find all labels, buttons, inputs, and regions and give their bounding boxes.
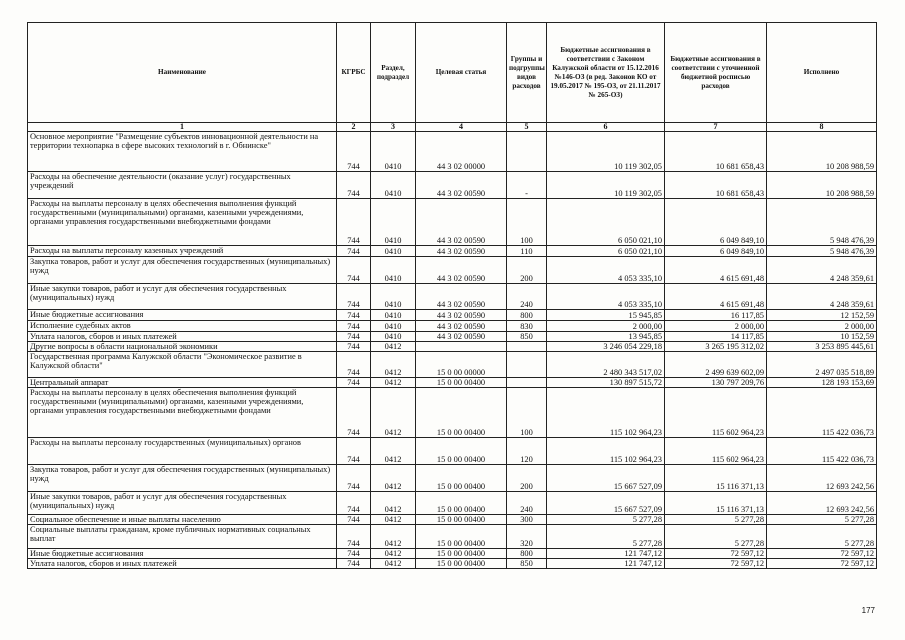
row-target-article: 44 3 02 00590 bbox=[416, 257, 507, 284]
row-budget-rospis-value: 2 499 639 602,09 bbox=[665, 352, 767, 378]
row-target-article: 44 3 02 00000 bbox=[416, 132, 507, 172]
row-ktrbs: 744 bbox=[337, 257, 371, 284]
row-ktrbs: 744 bbox=[337, 352, 371, 378]
column-number: 4 bbox=[416, 123, 507, 132]
table-row bbox=[28, 342, 877, 352]
header-celevaya: Целевая статья bbox=[416, 23, 507, 123]
column-number: 3 bbox=[371, 123, 416, 132]
table-row bbox=[28, 310, 877, 321]
row-expense-type: 300 bbox=[507, 515, 547, 525]
row-razdel: 0410 bbox=[371, 246, 416, 257]
row-executed-value: 115 422 036,73 bbox=[767, 388, 877, 438]
row-expense-type bbox=[507, 378, 547, 388]
row-executed-value: 5 948 476,39 bbox=[767, 199, 877, 246]
column-number: 1 bbox=[28, 123, 337, 132]
row-budget-law-value: 10 119 302,05 bbox=[547, 132, 665, 172]
row-name: Иные закупки товаров, работ и услуг для обеспечения государственных (муниципальных) нужд bbox=[28, 284, 337, 310]
row-target-article: 44 3 02 00590 bbox=[416, 284, 507, 310]
row-ktrbs: 744 bbox=[337, 310, 371, 321]
page-number: 177 bbox=[861, 606, 875, 615]
row-razdel: 0410 bbox=[371, 257, 416, 284]
row-budget-rospis-value: 14 117,85 bbox=[665, 332, 767, 342]
row-budget-rospis-value: 5 277,28 bbox=[665, 515, 767, 525]
row-budget-rospis-value: 10 681 658,43 bbox=[665, 132, 767, 172]
row-executed-value: 4 248 359,61 bbox=[767, 257, 877, 284]
row-name: Другие вопросы в области национальной экономики bbox=[28, 342, 337, 352]
row-razdel: 0412 bbox=[371, 525, 416, 549]
row-name: Закупка товаров, работ и услуг для обеспечения государственных (муниципальных) нужд bbox=[28, 465, 337, 492]
row-budget-law-value: 2 000,00 bbox=[547, 321, 665, 332]
header-budget-law: Бюджетные ассигнования в соответствии с Законом Калужской области от 15.12.2016 №146-ОЗ (в ред. Законов КО от 19.05.2017 № 195-ОЗ, от 21.11.2017 № 265-ОЗ) bbox=[547, 23, 665, 123]
row-executed-value: 10 208 988,59 bbox=[767, 172, 877, 199]
row-budget-rospis-value: 6 049 849,10 bbox=[665, 246, 767, 257]
row-razdel: 0410 bbox=[371, 321, 416, 332]
column-numbers-row bbox=[28, 123, 877, 132]
row-ktrbs: 744 bbox=[337, 199, 371, 246]
row-name: Иные закупки товаров, работ и услуг для обеспечения государственных (муниципальных) нужд bbox=[28, 492, 337, 515]
row-name: Центральный аппарат bbox=[28, 378, 337, 388]
row-ktrbs: 744 bbox=[337, 132, 371, 172]
row-razdel: 0412 bbox=[371, 549, 416, 559]
row-executed-value: 72 597,12 bbox=[767, 549, 877, 559]
row-expense-type: - bbox=[507, 172, 547, 199]
row-executed-value: 5 277,28 bbox=[767, 515, 877, 525]
row-budget-law-value: 3 246 054 229,18 bbox=[547, 342, 665, 352]
row-target-article: 15 0 00 00400 bbox=[416, 438, 507, 465]
row-target-article: 15 0 00 00400 bbox=[416, 492, 507, 515]
row-budget-rospis-value: 72 597,12 bbox=[665, 549, 767, 559]
header-name: Наименование bbox=[28, 23, 337, 123]
row-razdel: 0410 bbox=[371, 172, 416, 199]
row-name: Уплата налогов, сборов и иных платежей bbox=[28, 559, 337, 569]
row-expense-type: 830 bbox=[507, 321, 547, 332]
row-ktrbs: 744 bbox=[337, 438, 371, 465]
row-ktrbs: 744 bbox=[337, 246, 371, 257]
table-row bbox=[28, 525, 877, 549]
row-razdel: 0412 bbox=[371, 438, 416, 465]
row-name: Расходы на обеспечение деятельности (оказание услуг) государственных учреждений bbox=[28, 172, 337, 199]
header-ispolneno: Исполнено bbox=[767, 23, 877, 123]
row-ktrbs: 744 bbox=[337, 515, 371, 525]
row-name: Исполнение судебных актов bbox=[28, 321, 337, 332]
table-row bbox=[28, 332, 877, 342]
row-razdel: 0412 bbox=[371, 388, 416, 438]
row-executed-value: 115 422 036,73 bbox=[767, 438, 877, 465]
row-name: Иные бюджетные ассигнования bbox=[28, 549, 337, 559]
table-row bbox=[28, 257, 877, 284]
table-row bbox=[28, 284, 877, 310]
row-target-article: 44 3 02 00590 bbox=[416, 199, 507, 246]
row-razdel: 0412 bbox=[371, 465, 416, 492]
column-number: 5 bbox=[507, 123, 547, 132]
row-name: Уплата налогов, сборов и иных платежей bbox=[28, 332, 337, 342]
row-name: Социальное обеспечение и иные выплаты населению bbox=[28, 515, 337, 525]
row-budget-rospis-value: 130 797 209,76 bbox=[665, 378, 767, 388]
table-row bbox=[28, 438, 877, 465]
row-name: Расходы на выплаты персоналу в целях обеспечения выполнения функций государственными (муниципальными) органами, казенными учреждениями, органами управления государственными внебюджетными фондами bbox=[28, 388, 337, 438]
column-number: 6 bbox=[547, 123, 665, 132]
row-budget-law-value: 13 945,85 bbox=[547, 332, 665, 342]
row-budget-law-value: 6 050 021,10 bbox=[547, 246, 665, 257]
table-row bbox=[28, 388, 877, 438]
row-target-article: 15 0 00 00400 bbox=[416, 378, 507, 388]
row-expense-type: 800 bbox=[507, 310, 547, 321]
table-row bbox=[28, 352, 877, 378]
table-row bbox=[28, 132, 877, 172]
table-row bbox=[28, 378, 877, 388]
row-budget-rospis-value: 2 000,00 bbox=[665, 321, 767, 332]
row-ktrbs: 744 bbox=[337, 525, 371, 549]
row-name: Закупка товаров, работ и услуг для обеспечения государственных (муниципальных) нужд bbox=[28, 257, 337, 284]
row-executed-value: 5 277,28 bbox=[767, 525, 877, 549]
row-executed-value: 2 497 035 518,89 bbox=[767, 352, 877, 378]
row-expense-type: 240 bbox=[507, 492, 547, 515]
row-razdel: 0410 bbox=[371, 284, 416, 310]
row-target-article: 15 0 00 00400 bbox=[416, 559, 507, 569]
row-expense-type: 100 bbox=[507, 388, 547, 438]
row-budget-rospis-value: 115 602 964,23 bbox=[665, 388, 767, 438]
row-budget-law-value: 4 053 335,10 bbox=[547, 284, 665, 310]
row-name: Государственная программа Калужской области "Экономическое развитие в Калужской области" bbox=[28, 352, 337, 378]
table-row bbox=[28, 549, 877, 559]
row-budget-rospis-value: 6 049 849,10 bbox=[665, 199, 767, 246]
row-executed-value: 128 193 153,69 bbox=[767, 378, 877, 388]
budget-table bbox=[27, 22, 877, 569]
row-executed-value: 4 248 359,61 bbox=[767, 284, 877, 310]
row-target-article bbox=[416, 342, 507, 352]
row-target-article: 15 0 00 00400 bbox=[416, 515, 507, 525]
row-budget-law-value: 2 480 343 517,02 bbox=[547, 352, 665, 378]
header-ktrbs: КГРБС bbox=[337, 23, 371, 123]
row-ktrbs: 744 bbox=[337, 284, 371, 310]
row-razdel: 0412 bbox=[371, 352, 416, 378]
table-row bbox=[28, 559, 877, 569]
table-body bbox=[28, 132, 877, 569]
row-razdel: 0410 bbox=[371, 199, 416, 246]
row-executed-value: 2 000,00 bbox=[767, 321, 877, 332]
header-row bbox=[28, 23, 877, 123]
table-row bbox=[28, 492, 877, 515]
row-executed-value: 72 597,12 bbox=[767, 559, 877, 569]
table-row bbox=[28, 515, 877, 525]
row-ktrbs: 744 bbox=[337, 388, 371, 438]
row-budget-law-value: 10 119 302,05 bbox=[547, 172, 665, 199]
row-target-article: 15 0 00 00400 bbox=[416, 525, 507, 549]
row-budget-law-value: 5 277,28 bbox=[547, 525, 665, 549]
row-expense-type: 240 bbox=[507, 284, 547, 310]
row-name: Расходы на выплаты персоналу государственных (муниципальных) органов bbox=[28, 438, 337, 465]
row-razdel: 0412 bbox=[371, 492, 416, 515]
header-budget-rospis: Бюджетные ассигнования в соответствии с уточненной бюджетной росписью расходов bbox=[665, 23, 767, 123]
column-number: 8 bbox=[767, 123, 877, 132]
row-ktrbs: 744 bbox=[337, 342, 371, 352]
row-budget-law-value: 121 747,12 bbox=[547, 549, 665, 559]
header-razdel: Раздел, подраздел bbox=[371, 23, 416, 123]
row-executed-value: 10 208 988,59 bbox=[767, 132, 877, 172]
row-expense-type: 200 bbox=[507, 465, 547, 492]
row-budget-rospis-value: 72 597,12 bbox=[665, 559, 767, 569]
row-ktrbs: 744 bbox=[337, 549, 371, 559]
row-budget-rospis-value: 3 265 195 312,02 bbox=[665, 342, 767, 352]
row-name: Расходы на выплаты персоналу казенных учреждений bbox=[28, 246, 337, 257]
row-budget-rospis-value: 15 116 371,13 bbox=[665, 492, 767, 515]
row-target-article: 44 3 02 00590 bbox=[416, 310, 507, 321]
row-ktrbs: 744 bbox=[337, 172, 371, 199]
row-razdel: 0410 bbox=[371, 132, 416, 172]
row-razdel: 0412 bbox=[371, 515, 416, 525]
row-ktrbs: 744 bbox=[337, 321, 371, 332]
row-budget-law-value: 130 897 515,72 bbox=[547, 378, 665, 388]
row-ktrbs: 744 bbox=[337, 378, 371, 388]
row-budget-law-value: 6 050 021,10 bbox=[547, 199, 665, 246]
row-expense-type: 800 bbox=[507, 549, 547, 559]
row-target-article: 15 0 00 00400 bbox=[416, 549, 507, 559]
header-gruppy: Группы и подгруппы видов расходов bbox=[507, 23, 547, 123]
row-target-article: 44 3 02 00590 bbox=[416, 246, 507, 257]
row-name: Иные бюджетные ассигнования bbox=[28, 310, 337, 321]
row-name: Социальные выплаты гражданам, кроме публичных нормативных социальных выплат bbox=[28, 525, 337, 549]
row-razdel: 0412 bbox=[371, 342, 416, 352]
row-budget-law-value: 115 102 964,23 bbox=[547, 438, 665, 465]
row-executed-value: 5 948 476,39 bbox=[767, 246, 877, 257]
row-expense-type bbox=[507, 342, 547, 352]
row-target-article: 44 3 02 00590 bbox=[416, 321, 507, 332]
row-executed-value: 12 152,59 bbox=[767, 310, 877, 321]
row-razdel: 0412 bbox=[371, 559, 416, 569]
table-row bbox=[28, 199, 877, 246]
row-razdel: 0410 bbox=[371, 332, 416, 342]
row-budget-rospis-value: 15 116 371,13 bbox=[665, 465, 767, 492]
row-budget-law-value: 4 053 335,10 bbox=[547, 257, 665, 284]
row-budget-law-value: 121 747,12 bbox=[547, 559, 665, 569]
row-budget-law-value: 5 277,28 bbox=[547, 515, 665, 525]
row-razdel: 0410 bbox=[371, 310, 416, 321]
row-ktrbs: 744 bbox=[337, 559, 371, 569]
row-expense-type: 120 bbox=[507, 438, 547, 465]
row-budget-rospis-value: 4 615 691,48 bbox=[665, 257, 767, 284]
row-name: Основное мероприятие "Размещение субъектов инновационной деятельности на территории технопарка в сфере высоких технологий в г. Обнинске" bbox=[28, 132, 337, 172]
row-expense-type: 110 bbox=[507, 246, 547, 257]
row-ktrbs: 744 bbox=[337, 492, 371, 515]
row-budget-law-value: 15 667 527,09 bbox=[547, 465, 665, 492]
row-executed-value: 12 693 242,56 bbox=[767, 465, 877, 492]
row-expense-type: 100 bbox=[507, 199, 547, 246]
row-target-article: 15 0 00 00400 bbox=[416, 388, 507, 438]
row-budget-rospis-value: 115 602 964,23 bbox=[665, 438, 767, 465]
row-budget-rospis-value: 16 117,85 bbox=[665, 310, 767, 321]
column-number: 7 bbox=[665, 123, 767, 132]
row-target-article: 15 0 00 00000 bbox=[416, 352, 507, 378]
row-ktrbs: 744 bbox=[337, 332, 371, 342]
row-target-article: 44 3 02 00590 bbox=[416, 332, 507, 342]
column-number: 2 bbox=[337, 123, 371, 132]
row-executed-value: 3 253 895 445,61 bbox=[767, 342, 877, 352]
row-executed-value: 10 152,59 bbox=[767, 332, 877, 342]
row-budget-rospis-value: 4 615 691,48 bbox=[665, 284, 767, 310]
row-budget-rospis-value: 10 681 658,43 bbox=[665, 172, 767, 199]
row-name: Расходы на выплаты персоналу в целях обеспечения выполнения функций государственными (муниципальными) органами, казенными учреждениями, органами управления государственными внебюджетными фондами bbox=[28, 199, 337, 246]
row-target-article: 15 0 00 00400 bbox=[416, 465, 507, 492]
row-budget-law-value: 115 102 964,23 bbox=[547, 388, 665, 438]
row-expense-type: 200 bbox=[507, 257, 547, 284]
table-row bbox=[28, 321, 877, 332]
table-row bbox=[28, 172, 877, 199]
row-expense-type: 320 bbox=[507, 525, 547, 549]
row-budget-law-value: 15 945,85 bbox=[547, 310, 665, 321]
row-expense-type: 850 bbox=[507, 332, 547, 342]
table-row bbox=[28, 246, 877, 257]
row-ktrbs: 744 bbox=[337, 465, 371, 492]
row-expense-type bbox=[507, 352, 547, 378]
row-expense-type bbox=[507, 132, 547, 172]
table-row bbox=[28, 465, 877, 492]
row-razdel: 0412 bbox=[371, 378, 416, 388]
row-budget-law-value: 15 667 527,09 bbox=[547, 492, 665, 515]
row-expense-type: 850 bbox=[507, 559, 547, 569]
row-budget-rospis-value: 5 277,28 bbox=[665, 525, 767, 549]
row-target-article: 44 3 02 00590 bbox=[416, 172, 507, 199]
row-executed-value: 12 693 242,56 bbox=[767, 492, 877, 515]
